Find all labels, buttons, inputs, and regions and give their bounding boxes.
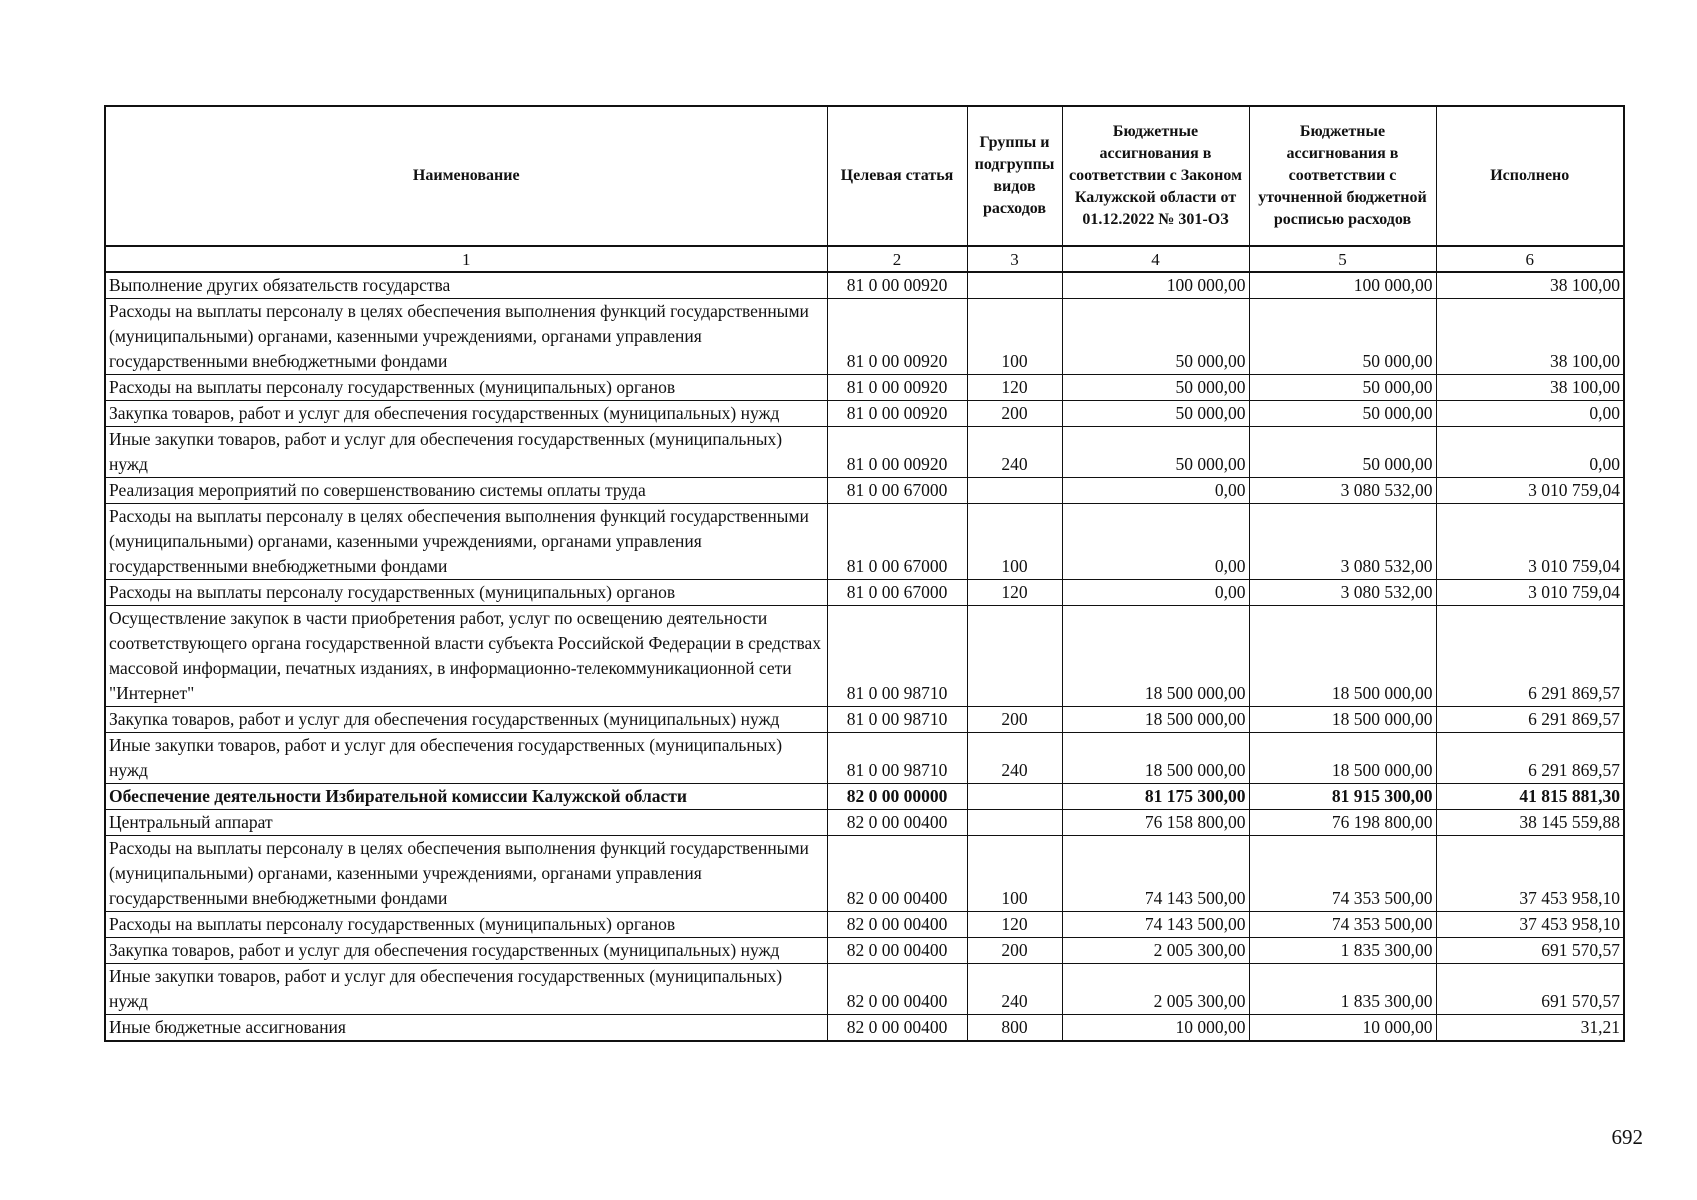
- column-number: 5: [1249, 246, 1436, 272]
- row-law-amount: 10 000,00: [1062, 1015, 1249, 1042]
- header-row: [105, 106, 1624, 246]
- row-name: Выполнение других обязательств государства: [105, 272, 827, 299]
- row-law-amount: 0,00: [1062, 504, 1249, 580]
- table-row: [105, 427, 1624, 478]
- row-refined-amount: 18 500 000,00: [1249, 733, 1436, 784]
- row-name: Осуществление закупок в части приобретения работ, услуг по освещению деятельности соответствующего органа государственной власти субъекта Российской Федерации в средствах массовой информации, печатных изданиях, в информационно-телекоммуникационной сети "Интернет": [105, 606, 827, 707]
- column-number: 3: [967, 246, 1062, 272]
- row-expense-group: 200: [967, 401, 1062, 427]
- row-law-amount: 76 158 800,00: [1062, 810, 1249, 836]
- row-target-article: 81 0 00 00920: [827, 299, 967, 375]
- row-target-article: 81 0 00 00920: [827, 401, 967, 427]
- row-refined-amount: 74 353 500,00: [1249, 912, 1436, 938]
- row-executed-amount: 38 100,00: [1436, 299, 1624, 375]
- row-executed-amount: 3 010 759,04: [1436, 504, 1624, 580]
- row-refined-amount: 50 000,00: [1249, 427, 1436, 478]
- row-executed-amount: 3 010 759,04: [1436, 580, 1624, 606]
- header-expense-groups: Группы и подгруппы видов расходов: [967, 106, 1062, 246]
- row-executed-amount: 0,00: [1436, 401, 1624, 427]
- row-name: Расходы на выплаты персоналу государственных (муниципальных) органов: [105, 912, 827, 938]
- row-refined-amount: 76 198 800,00: [1249, 810, 1436, 836]
- row-law-amount: 50 000,00: [1062, 299, 1249, 375]
- row-name: Закупка товаров, работ и услуг для обеспечения государственных (муниципальных) нужд: [105, 707, 827, 733]
- row-refined-amount: 3 080 532,00: [1249, 478, 1436, 504]
- table-row: [105, 401, 1624, 427]
- row-law-amount: 100 000,00: [1062, 272, 1249, 299]
- row-expense-group: 200: [967, 707, 1062, 733]
- row-law-amount: 74 143 500,00: [1062, 836, 1249, 912]
- row-refined-amount: 100 000,00: [1249, 272, 1436, 299]
- row-refined-amount: 3 080 532,00: [1249, 504, 1436, 580]
- page-number: 692: [1611, 1125, 1643, 1149]
- table-row: [105, 580, 1624, 606]
- row-name: Обеспечение деятельности Избирательной комиссии Калужской области: [105, 784, 827, 810]
- row-expense-group: 800: [967, 1015, 1062, 1042]
- row-target-article: 81 0 00 67000: [827, 478, 967, 504]
- row-target-article: 81 0 00 98710: [827, 733, 967, 784]
- header-refined-allocations: Бюджетные ассигнования в соответствии с уточненной бюджетной росписью расходов: [1249, 106, 1436, 246]
- row-target-article: 81 0 00 67000: [827, 504, 967, 580]
- row-target-article: 81 0 00 00920: [827, 272, 967, 299]
- table-row: [105, 478, 1624, 504]
- row-executed-amount: 691 570,57: [1436, 938, 1624, 964]
- row-name: Расходы на выплаты персоналу в целях обеспечения выполнения функций государственными (муниципальными) органами, казенными учреждениями, органами управления государственными внебюджетными фондами: [105, 504, 827, 580]
- row-refined-amount: 10 000,00: [1249, 1015, 1436, 1042]
- row-expense-group: 240: [967, 964, 1062, 1015]
- row-executed-amount: 6 291 869,57: [1436, 606, 1624, 707]
- row-name: Иные закупки товаров, работ и услуг для обеспечения государственных (муниципальных) нужд: [105, 733, 827, 784]
- row-executed-amount: 37 453 958,10: [1436, 836, 1624, 912]
- row-refined-amount: 50 000,00: [1249, 401, 1436, 427]
- row-executed-amount: 691 570,57: [1436, 964, 1624, 1015]
- row-executed-amount: 37 453 958,10: [1436, 912, 1624, 938]
- row-executed-amount: 0,00: [1436, 427, 1624, 478]
- row-expense-group: 100: [967, 836, 1062, 912]
- row-expense-group: [967, 784, 1062, 810]
- row-law-amount: 74 143 500,00: [1062, 912, 1249, 938]
- row-law-amount: 0,00: [1062, 478, 1249, 504]
- row-name: Реализация мероприятий по совершенствованию системы оплаты труда: [105, 478, 827, 504]
- table-row: [105, 938, 1624, 964]
- row-law-amount: 2 005 300,00: [1062, 964, 1249, 1015]
- header-target-article: Целевая статья: [827, 106, 967, 246]
- row-refined-amount: 18 500 000,00: [1249, 707, 1436, 733]
- row-executed-amount: 6 291 869,57: [1436, 733, 1624, 784]
- row-executed-amount: 3 010 759,04: [1436, 478, 1624, 504]
- row-target-article: 82 0 00 00400: [827, 938, 967, 964]
- row-law-amount: 18 500 000,00: [1062, 707, 1249, 733]
- column-number: 2: [827, 246, 967, 272]
- column-number: 1: [105, 246, 827, 272]
- row-target-article: 82 0 00 00400: [827, 1015, 967, 1042]
- row-expense-group: [967, 478, 1062, 504]
- row-executed-amount: 6 291 869,57: [1436, 707, 1624, 733]
- table-row: [105, 707, 1624, 733]
- table-row: [105, 810, 1624, 836]
- table-row: [105, 299, 1624, 375]
- row-expense-group: [967, 606, 1062, 707]
- row-target-article: 81 0 00 98710: [827, 707, 967, 733]
- row-target-article: 81 0 00 67000: [827, 580, 967, 606]
- row-expense-group: 120: [967, 375, 1062, 401]
- row-refined-amount: 50 000,00: [1249, 375, 1436, 401]
- row-refined-amount: 18 500 000,00: [1249, 606, 1436, 707]
- row-name: Расходы на выплаты персоналу государственных (муниципальных) органов: [105, 580, 827, 606]
- row-name: Центральный аппарат: [105, 810, 827, 836]
- row-refined-amount: 3 080 532,00: [1249, 580, 1436, 606]
- row-refined-amount: 81 915 300,00: [1249, 784, 1436, 810]
- table-row: [105, 375, 1624, 401]
- row-target-article: 82 0 00 00000: [827, 784, 967, 810]
- row-expense-group: 100: [967, 299, 1062, 375]
- row-refined-amount: 1 835 300,00: [1249, 964, 1436, 1015]
- row-law-amount: 50 000,00: [1062, 401, 1249, 427]
- row-law-amount: 50 000,00: [1062, 427, 1249, 478]
- table-row: [105, 272, 1624, 299]
- table-row: [105, 606, 1624, 707]
- row-expense-group: [967, 810, 1062, 836]
- row-expense-group: 120: [967, 580, 1062, 606]
- row-executed-amount: 38 100,00: [1436, 272, 1624, 299]
- table-row: [105, 964, 1624, 1015]
- row-law-amount: 2 005 300,00: [1062, 938, 1249, 964]
- row-expense-group: 200: [967, 938, 1062, 964]
- row-name: Закупка товаров, работ и услуг для обеспечения государственных (муниципальных) нужд: [105, 401, 827, 427]
- header-law-allocations: Бюджетные ассигнования в соответствии с Законом Калужской области от 01.12.2022 № 301-ОЗ: [1062, 106, 1249, 246]
- row-name: Расходы на выплаты персоналу в целях обеспечения выполнения функций государственными (муниципальными) органами, казенными учреждениями, органами управления государственными внебюджетными фондами: [105, 299, 827, 375]
- row-refined-amount: 1 835 300,00: [1249, 938, 1436, 964]
- row-name: Расходы на выплаты персоналу в целях обеспечения выполнения функций государственными (муниципальными) органами, казенными учреждениями, органами управления государственными внебюджетными фондами: [105, 836, 827, 912]
- row-law-amount: 50 000,00: [1062, 375, 1249, 401]
- row-target-article: 82 0 00 00400: [827, 836, 967, 912]
- row-name: Иные бюджетные ассигнования: [105, 1015, 827, 1042]
- row-target-article: 81 0 00 00920: [827, 375, 967, 401]
- header-name: Наименование: [105, 106, 827, 246]
- row-law-amount: 18 500 000,00: [1062, 606, 1249, 707]
- row-law-amount: 81 175 300,00: [1062, 784, 1249, 810]
- row-executed-amount: 31,21: [1436, 1015, 1624, 1042]
- table-body: [105, 246, 1624, 1041]
- table-row: [105, 1015, 1624, 1042]
- budget-table: [104, 105, 1625, 1042]
- table-row: [105, 784, 1624, 810]
- row-target-article: 81 0 00 00920: [827, 427, 967, 478]
- column-number: 4: [1062, 246, 1249, 272]
- header-executed: Исполнено: [1436, 106, 1624, 246]
- row-expense-group: 100: [967, 504, 1062, 580]
- row-law-amount: 18 500 000,00: [1062, 733, 1249, 784]
- row-name: Закупка товаров, работ и услуг для обеспечения государственных (муниципальных) нужд: [105, 938, 827, 964]
- row-target-article: 81 0 00 98710: [827, 606, 967, 707]
- row-refined-amount: 74 353 500,00: [1249, 836, 1436, 912]
- table-row: [105, 912, 1624, 938]
- row-expense-group: 120: [967, 912, 1062, 938]
- row-name: Иные закупки товаров, работ и услуг для обеспечения государственных (муниципальных) нужд: [105, 427, 827, 478]
- row-expense-group: [967, 272, 1062, 299]
- table-row: [105, 836, 1624, 912]
- row-target-article: 82 0 00 00400: [827, 964, 967, 1015]
- row-name: Расходы на выплаты персоналу государственных (муниципальных) органов: [105, 375, 827, 401]
- row-executed-amount: 41 815 881,30: [1436, 784, 1624, 810]
- table-row: [105, 504, 1624, 580]
- table-row: [105, 733, 1624, 784]
- row-refined-amount: 50 000,00: [1249, 299, 1436, 375]
- row-law-amount: 0,00: [1062, 580, 1249, 606]
- row-target-article: 82 0 00 00400: [827, 912, 967, 938]
- row-executed-amount: 38 100,00: [1436, 375, 1624, 401]
- row-target-article: 82 0 00 00400: [827, 810, 967, 836]
- column-number: 6: [1436, 246, 1624, 272]
- row-executed-amount: 38 145 559,88: [1436, 810, 1624, 836]
- row-expense-group: 240: [967, 733, 1062, 784]
- row-expense-group: 240: [967, 427, 1062, 478]
- row-name: Иные закупки товаров, работ и услуг для обеспечения государственных (муниципальных) нужд: [105, 964, 827, 1015]
- column-number-row: [105, 246, 1624, 272]
